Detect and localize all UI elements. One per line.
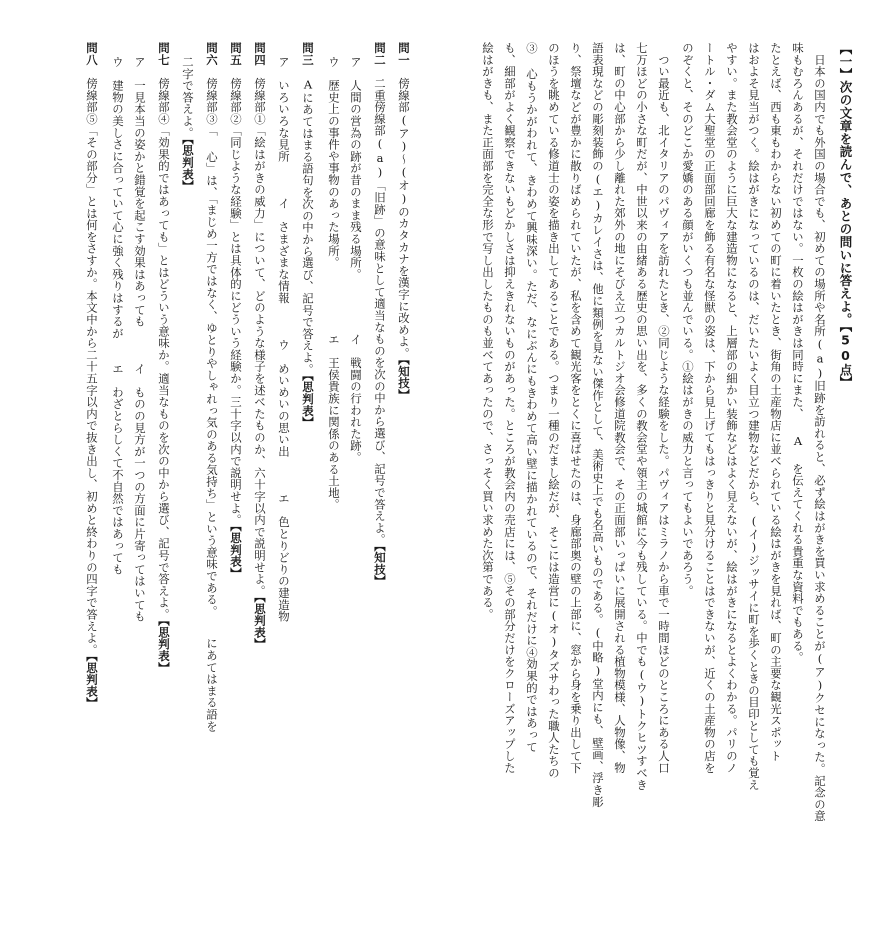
question-tag: 【思判表】 (157, 620, 171, 674)
question-label: 問二 (373, 42, 387, 66)
question-text: 傍線部②「同じような経験」とは具体的にどういう経験か。三十字以内で説明せよ。 (229, 77, 243, 526)
question-3-choices: ア いろいろな見所 イ さまざまな情報 ウ めいめいの思い出 エ 色とりどりの建造物 (277, 56, 291, 623)
question-label: 問七 (157, 42, 171, 66)
question-text: 傍線部③「 心」は、「まじめ一方ではなく、ゆとりやしゃれっ気のある気持ち」という意味である。 にあてはまる語を (205, 77, 219, 733)
passage-line: たとえば、西も東もわからない初めての町に着いたとき、街角の土産物店に並べられている絵はがきを見れば、町の主要な観光スポット (769, 42, 783, 762)
question-label: 問八 (85, 42, 99, 66)
question-label: 問五 (229, 42, 243, 66)
question-5 (226, 42, 246, 932)
passage-line: 日本の国内でも外国の場合でも、初めての場所や名所(a)旧跡を訪れると、必ず絵はがきを買い求めることが(ア)クセになった。記念の意 (813, 42, 827, 822)
question-tag: 【思判表】 (181, 138, 195, 192)
question-tag: 【知技】 (397, 359, 411, 401)
passage-line: 絵はがきも、また正面部を完全な形で写し出したものも並べてあったので、さっそく買い求めた次第である。 (481, 42, 495, 621)
question-text: 傍線部①「絵はがきの威力」について、どのような様子を述べたものか、六十字以内で説明せよ。 (253, 77, 267, 597)
passage-line: 七万ほどの小さな町だが、中世以来の由緒ある歴史の思い出を、多くの教会堂や領主の城館に今も残している。中でも(ウ)トクヒツすべき (635, 42, 649, 791)
question-tag: 【思判表】 (229, 525, 243, 580)
question-text: 傍線部(ア)〜(オ)のカタカナを漢字に改めよ。 (397, 77, 411, 360)
question-2-choice-line: ウ 歴史上の事件や事物のあった場所。 エ 王侯貴族に関係のある土地。 (327, 56, 341, 511)
question-label: 問六 (205, 42, 219, 66)
question-3 (298, 42, 318, 932)
question-tag: 【思判表】 (301, 375, 315, 429)
passage-line: のほうを眺めている修道士の姿を描き出してあることである。つまり一種のだまし絵だが、そこには造営に(オ)タズサわった職人たちの (547, 42, 561, 779)
question-6 (202, 42, 222, 932)
passage-line: ートル・ダム大聖堂の正面部回廊を飾る有名な怪獣の姿は、下から見上げてもはっきりと見分けることはできないが、近くの土産物の店を (703, 42, 717, 774)
question-text: 傍線部④「効果的ではあっても」とはどういう意味か。適当なものを次の中から選び、記号で答えよ。 (157, 77, 171, 621)
question-text: 二字で答えよ。 (181, 56, 195, 139)
question-1 (394, 42, 414, 932)
question-label: 問四 (253, 42, 267, 66)
question-2 (370, 42, 390, 932)
question-7 (154, 42, 174, 932)
passage-line: も、細部がよく観察できないもどかしさは抑えきれないものがあった。ところが教会内の売店には、⑤その部分だけをクローズアップした (503, 42, 517, 774)
passage-line: はおよそ見当がつく。絵はがきになっているのは、だいたいよく目立つ建物などだから、(イ)ジッサイに町を歩くときの目印としても覚え (747, 42, 761, 791)
passage-line: のぞくと、そのどこか愛嬌のある顔がいくつも並んでいる。①絵はがきの威力と言ってもよいであろう。 (681, 42, 695, 597)
passage-line: 語表現などの彫刻装飾の(エ)カレイさは、他に類例を見ない傑作として、美術史上でも名高いものである。(中略)堂内にも、壁画、浮き彫 (591, 42, 605, 808)
question-text: Aにあてはまる語句を次の中から選び、記号で答えよ。 (301, 77, 315, 376)
question-tag: 【思判表】 (253, 596, 267, 650)
question-8 (82, 42, 102, 932)
passage-line: ③ 心もうかがわれて、きわめて興味深い。ただ、なにぶんにもきわめて高い壁に描かれているので、それだけに④効果的ではあって (525, 42, 539, 753)
passage-line: は、町の中心部から少し離れた郊外の地にそびえ立つカルトジオ会修道院教会で、その正面部いっぱいに展開される植物模様、人物像、物 (613, 42, 627, 774)
question-label: 問一 (397, 42, 411, 66)
question-6-continued (178, 56, 198, 946)
passage-line: 味もむろんあるが、それだけではない。一枚の絵はがきは同時にまた、 A を伝えてくれる貴重な資料でもある。 (791, 42, 805, 664)
question-2-choice-line: ア 人間の営為の跡が昔のまま残る場所。 イ 戦闘の行われた跡。 (349, 56, 363, 464)
question-tag: 【知技】 (373, 545, 387, 587)
question-7-choice-line: ア 一見本当の姿かと錯覚を起こす効果はあっても イ ものの見方が一つの方面に片寄ってはいても (133, 56, 147, 623)
question-4 (250, 42, 270, 932)
question-text: 二重傍線部(a)「旧跡」の意味として適当なものを次の中から選び、記号で答えよ。 (373, 77, 387, 546)
question-text: 傍線部⑤「その部分」とは何をさすか。本文中から二十五字以内で抜き出し、初めと終わりの四字で答えよ。 (85, 77, 99, 656)
question-tag: 【思判表】 (85, 655, 99, 709)
heading-title: 【一】次の文章を読んで、あとの問いに答えよ。 (838, 42, 853, 326)
passage-line: やすい。また教会堂のように巨大な建造物になると、上層部の細かい装飾などはよく見えないが、絵はがきになるとよくわかる。パリのノ (725, 42, 739, 774)
question-label: 問三 (301, 42, 315, 66)
heading-line (835, 42, 855, 932)
passage-line: り、祭壇などが豊かに散りばめられていたが、私を含めて観光客をとくに喜ばせたのは、身廊部奥の壁の上部に、窓から身を乗り出して下 (569, 42, 583, 774)
question-7-choice-line: ウ 建物の美しさに合っていて心に強く残りはするが エ わざとらしくて不自然ではあっても (111, 56, 125, 576)
passage-line: つい最近も、北イタリアのパヴィアを訪れたとき、②同じような経験をした。パヴィアはミラノから車で一時間ほどのところにある人口 (657, 42, 671, 774)
heading-points: 【50点】 (838, 325, 853, 390)
